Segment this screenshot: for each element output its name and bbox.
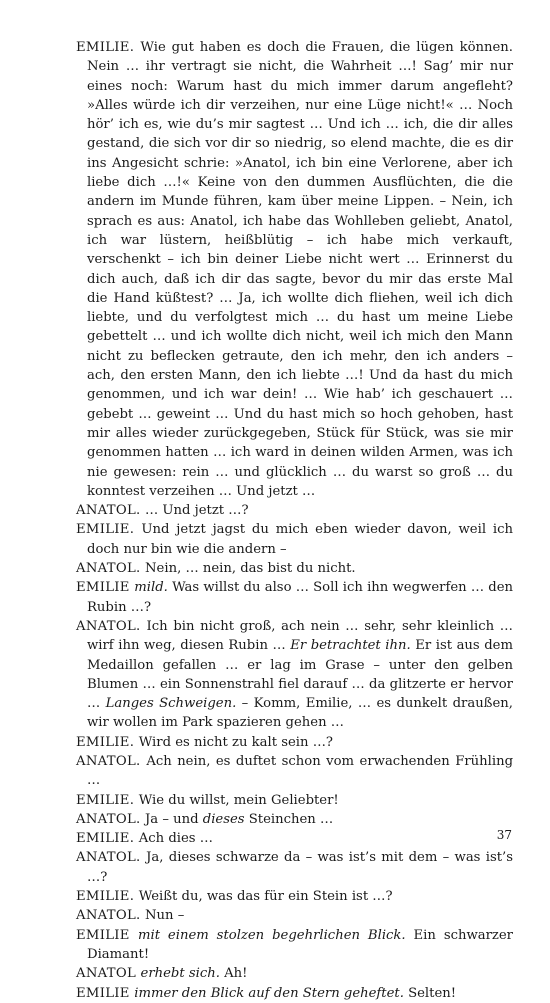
speaker-name: EMILIE [76, 985, 135, 1001]
spoken-text: Nun – [145, 908, 185, 924]
spoken-text: Nein, … nein, das bist du nicht. [145, 561, 356, 577]
speaker-name: ANATOL [76, 966, 141, 982]
dialogue-line [76, 906, 513, 925]
spoken-text: – Komm, Emilie, … es dunkelt draußen, wir wollen im Park spazieren gehen … [87, 696, 513, 731]
spoken-text: Steinchen … [244, 811, 334, 827]
dialogue-line [76, 520, 513, 559]
dialogue-line [76, 38, 513, 501]
spoken-text: Selten! [403, 985, 457, 1001]
dialogue-line [76, 848, 513, 887]
dialogue-line [76, 829, 513, 848]
speaker-name: EMILIE. [76, 792, 139, 808]
dialogue-line [76, 887, 513, 906]
speaker-name: EMILIE. [76, 734, 139, 750]
page-number: 37 [496, 828, 512, 842]
spoken-text: Weißt du, was das für ein Stein ist …? [138, 889, 393, 905]
dialogue-text [76, 38, 513, 1003]
stage-direction: immer den Blick auf den Stern geheftet. [134, 985, 404, 1001]
speaker-name: EMILIE. [76, 889, 139, 905]
speaker-name: ANATOL. [76, 850, 147, 866]
speaker-name: EMILIE. [76, 831, 139, 847]
speaker-name: ANATOL. [76, 811, 146, 827]
speaker-name: ANATOL. [76, 618, 147, 634]
speaker-name: ANATOL. [76, 753, 147, 769]
spoken-text: Und jetzt jagst du mich eben wieder davon, weil ich doch nur bin wie die andern – [87, 522, 514, 557]
dialogue-line [76, 501, 513, 520]
dialogue-line [76, 733, 513, 752]
dialogue-line [76, 752, 513, 791]
spoken-text: Ja – und [145, 811, 203, 827]
speaker-name: EMILIE. [76, 522, 142, 538]
spoken-text: Er ist aus dem Medaillon gefallen … er lag im Grase – unter den gelben Blumen … ein Sonnenstrahl fiel darauf … da glitzerte er hervor … [87, 638, 513, 712]
speaker-name: EMILIE [76, 927, 138, 943]
dialogue-line [76, 964, 513, 983]
dialogue-line [76, 578, 513, 617]
speaker-name: EMILIE. [76, 40, 141, 55]
dialogue-line [76, 791, 513, 810]
spoken-text: Wie du willst, mein Geliebter! [138, 792, 339, 808]
stage-direction: dieses [202, 811, 245, 827]
dialogue-line [76, 984, 513, 1003]
speaker-name: EMILIE [76, 580, 135, 596]
dialogue-line [76, 926, 513, 965]
spoken-text: Ah! [219, 966, 248, 982]
spoken-text: Ja, dieses schwarze da – was ist’s mit dem – was ist’s …? [87, 850, 513, 885]
speaker-name: ANATOL. [76, 561, 146, 577]
spoken-text: Ach nein, es duftet schon vom erwachenden Frühling … [87, 753, 514, 789]
spoken-text: Ein schwarzer Diamant! [87, 927, 513, 962]
spoken-text: Wird es nicht zu kalt sein …? [138, 734, 333, 750]
spoken-text: … Und jetzt …? [145, 503, 249, 519]
stage-direction: mit einem stolzen begehrlichen Blick. [137, 927, 406, 943]
spoken-text: Wie gut haben es doch die Frauen, die lügen können. Nein … ihr vertragt sie nicht, die Wahrheit …! Sag’ mir nur eines noch: Warum hast du mich immer darum angefleht? »Alles würde ich dir verzeihen, nur eine Lüge nicht!« … Noch hör’ ich es, wie du’s mir sagtest … Und ich … ich, die dir alles gestand, die sich vor dir so niedrig, so elend machte, die es dir ins Angesicht schrie: »Anatol, ich bin eine Verlorene, aber ich liebe dich …!« Keine von den dummen Ausflüchten, die die andern im Munde führen, kam über meine Lippen. – Nein, ich sprach es aus: Anatol, ich habe das Wohlleben geliebt, Anatol, ich war lüstern, heißblütig – ich habe mich verkauft, verschenkt – ich bin deiner Liebe nicht wert … Erinnerst du dich auch, daß ich dir das sagte, bevor du mir das erste Mal die Hand küßtest? … Ja, ich wollte dich fliehen, weil ich dich liebte, und du verfolgtest mich … du hast um meine Liebe gebettelt … und ich wollte dich nicht, weil ich mich den Mann nicht zu beflecken getraute, den ich mehr, den ich anders – ach, den ersten Mann, den ich liebte …! Und da hast du mich genommen, und ich war dein! … Wie hab’ ich geschauert … gebebt … geweint … Und du hast mich so hoch gehoben, hast mir alles wieder zurückgegeben, Stück für Stück, was sie mir genommen hatten … ich ward in deinen wilden Armen, was ich nie gewesen: rein … und glücklich … du warst so groß … du konntest verzeihen … Und jetzt … [87, 40, 513, 499]
speaker-name: ANATOL. [76, 503, 146, 519]
dialogue-line [76, 617, 513, 733]
stage-direction: erhebt sich. [140, 966, 220, 982]
speaker-name: ANATOL. [76, 908, 146, 924]
spoken-text: Was willst du also … Soll ich ihn wegwerfen … den Rubin …? [87, 580, 513, 615]
dialogue-line [76, 810, 513, 829]
stage-direction: Er betrachtet ihn. [290, 638, 411, 654]
spoken-text: Ach dies … [138, 831, 213, 847]
stage-direction: mild. [134, 580, 168, 596]
spoken-text: Ich bin nicht groß, ach nein … sehr, sehr kleinlich … wirf ihn weg, diesen Rubin … [87, 618, 513, 654]
dialogue-line [76, 559, 513, 578]
stage-direction: Langes Schweigen. [105, 696, 237, 712]
